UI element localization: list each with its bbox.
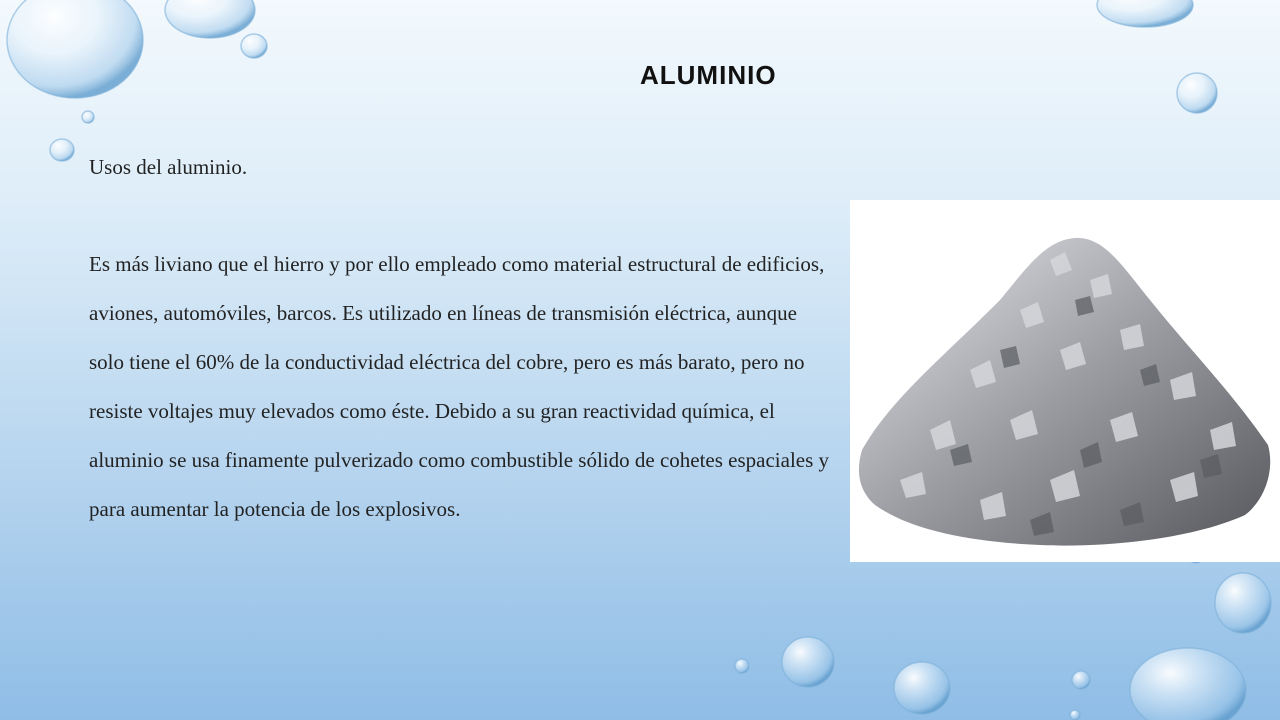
aluminum-pile-photo [850, 200, 1280, 562]
slide-subtitle: Usos del aluminio. [89, 155, 248, 179]
slide-title: ALUMINIO [640, 60, 777, 90]
aluminum-pile-icon [850, 200, 1280, 562]
body-paragraph: Es más liviano que el hierro y por ello empleado como material estructural de edificios, aviones, automóviles, barcos. Es utilizado en líneas de transmisión eléctrica, aunque solo tiene el 60% de la conductividad eléctrica del cobre, pero es más barato, pero no resiste voltajes muy elevados como éste. Debido a su gran reactividad química, el aluminio se usa finamente pulverizado como combustible sólido de cohetes espaciales y para aumentar la potencia de los explosivos. [89, 252, 830, 521]
